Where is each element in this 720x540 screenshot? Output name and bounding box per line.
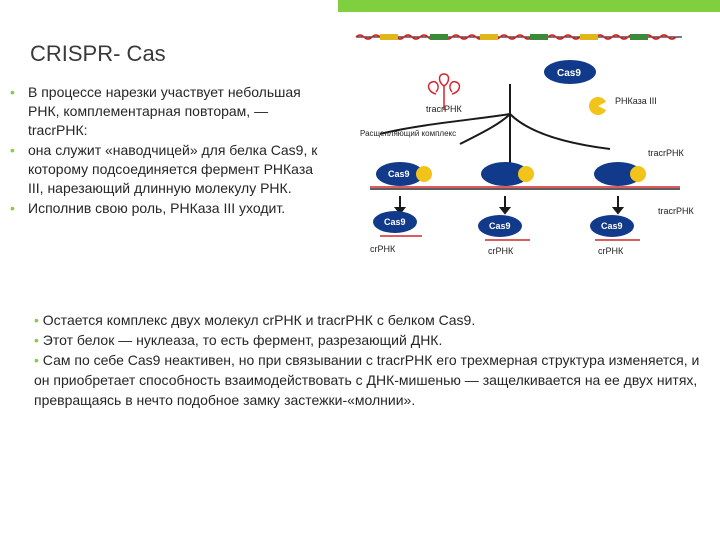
cas9-label-bottom-3: Cas9 [601, 221, 623, 231]
bottom-bullet-item [34, 330, 704, 350]
bottom-bullet-text: Этот белок — нуклеаза, то есть фермент, разрезающий ДНК. [42, 332, 443, 348]
bullet-icon: • [10, 142, 15, 158]
left-bullet-list [8, 83, 326, 219]
left-bullet-text: она служит «наводчицей» для белка Cas9, к которому подсоединяется фермент РНКаза III, нарезающий длинную молекулу РНК. [28, 142, 318, 196]
down-arrows [396, 196, 622, 213]
tracr-label-right-1: tracrРНК [648, 148, 684, 158]
bullet-icon: • [34, 332, 43, 348]
tracr-label-right-2: tracrРНК [658, 206, 694, 216]
left-bullet-text: В процессе нарезки участвует небольшая РНК, комплементарная повторам, — tracrРНК: [28, 84, 301, 138]
left-bullet-item [8, 199, 326, 218]
rna-wave-top [356, 35, 676, 39]
complex-label-text: Расщепляющий комплекс [360, 129, 457, 138]
cr-rna-label-2: crРНК [488, 246, 514, 256]
left-bullet-item [8, 141, 326, 198]
crispr-diagram [340, 24, 710, 272]
cr-rna-label-1: crРНК [370, 244, 396, 254]
bottom-bullet-item [34, 350, 704, 410]
middle-cas9-group [376, 162, 646, 186]
bottom-bullet-item [34, 310, 704, 330]
bullet-icon: • [10, 84, 15, 100]
pathway-line [460, 84, 610, 164]
bottom-bullet-text: Остается комплекс двух молекул crРНК и tracrРНК с белком Cas9. [42, 312, 476, 328]
cas9-label-middle: Cas9 [388, 169, 410, 179]
bottom-bullet-text: Сам по себе Cas9 неактивен, но при связывании с tracrРНК его трехмерная структура изменяется, и он приобретает способность взаимодействовать с ДНК-мишенью — защелкивается на ее двух нитях, превращаясь в нечто подобное замку застежки-«молнии». [34, 352, 700, 408]
cas9-label: Cas9 [557, 68, 581, 79]
bullet-icon: • [10, 200, 15, 216]
slide-title: CRISPR- Cas [30, 41, 166, 66]
bullet-icon: • [34, 352, 43, 368]
bullet-icon: • [34, 312, 43, 328]
cr-rna-label-3: crРНК [598, 246, 624, 256]
complex-label [360, 129, 456, 138]
cas9-label-bottom-2: Cas9 [489, 221, 511, 231]
rnase-label: РНКаза III [615, 96, 657, 106]
cr-rna-segments [380, 236, 640, 240]
left-bullet-text: Исполнив свою роль, РНКаза III уходит. [28, 200, 286, 216]
accent-bar [338, 0, 720, 12]
bottom-bullets [34, 310, 704, 410]
left-bullet-item [8, 83, 326, 140]
tracr-label-top: tracrРНК [426, 104, 462, 114]
cas9-label-bottom-1: Cas9 [384, 217, 406, 227]
